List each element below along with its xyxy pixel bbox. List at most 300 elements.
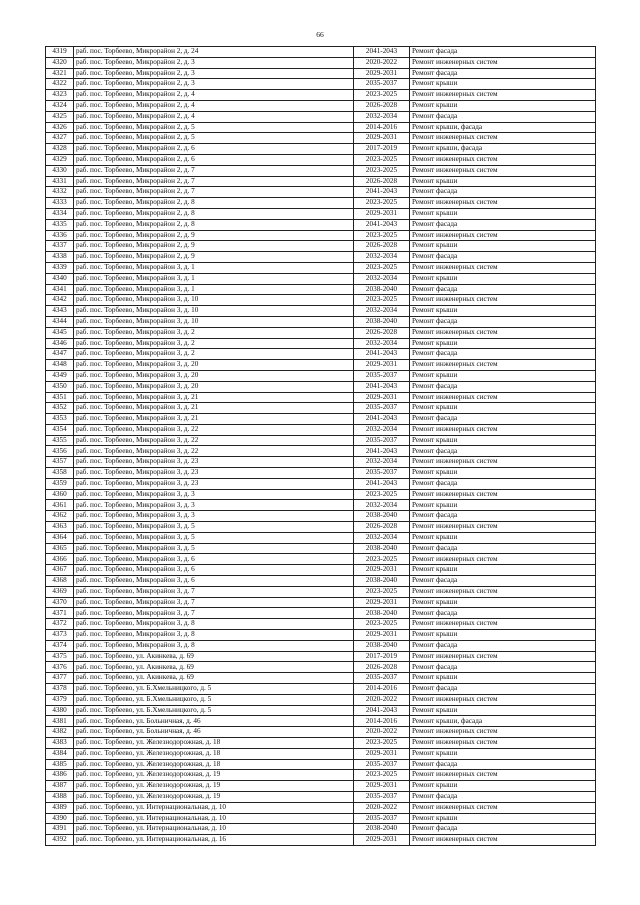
- row-number: 4362: [46, 511, 74, 522]
- work-type-cell: Ремонт крыши: [410, 597, 596, 608]
- table-row: [46, 630, 596, 641]
- work-type-cell: Ремонт крыши: [410, 500, 596, 511]
- address-cell: раб. пос. Торбеево, Микрорайон 2, д. 8: [74, 208, 354, 219]
- work-type-cell: Ремонт инженерных систем: [410, 651, 596, 662]
- address-cell: раб. пос. Торбеево, Микрорайон 3, д. 3: [74, 511, 354, 522]
- table-row: [46, 349, 596, 360]
- address-cell: раб. пос. Торбеево, ул. Акинкева, д. 69: [74, 651, 354, 662]
- table-row: [46, 716, 596, 727]
- table-row: [46, 748, 596, 759]
- row-number: 4373: [46, 630, 74, 641]
- period-cell: 2041-2043: [354, 349, 410, 360]
- table-row: [46, 511, 596, 522]
- period-cell: 2032-2034: [354, 457, 410, 468]
- address-cell: раб. пос. Торбеево, Микрорайон 3, д. 2: [74, 349, 354, 360]
- work-type-cell: Ремонт фасада: [410, 791, 596, 802]
- work-type-cell: Ремонт инженерных систем: [410, 694, 596, 705]
- period-cell: 2038-2040: [354, 576, 410, 587]
- address-cell: раб. пос. Торбеево, ул. Железнодорожная, д. 19: [74, 791, 354, 802]
- row-number: 4352: [46, 403, 74, 414]
- work-type-cell: Ремонт инженерных систем: [410, 457, 596, 468]
- row-number: 4340: [46, 273, 74, 284]
- table-row: [46, 306, 596, 317]
- period-cell: 2023-2025: [354, 230, 410, 241]
- table-row: [46, 403, 596, 414]
- row-number: 4322: [46, 79, 74, 90]
- table-row: [46, 738, 596, 749]
- period-cell: 2029-2031: [354, 208, 410, 219]
- table-row: [46, 165, 596, 176]
- address-cell: раб. пос. Торбеево, Микрорайон 3, д. 10: [74, 306, 354, 317]
- period-cell: 2035-2037: [354, 435, 410, 446]
- row-number: 4374: [46, 640, 74, 651]
- work-type-cell: Ремонт фасада: [410, 68, 596, 79]
- address-cell: раб. пос. Торбеево, Микрорайон 2, д. 5: [74, 122, 354, 133]
- period-cell: 2029-2031: [354, 565, 410, 576]
- period-cell: 2026-2028: [354, 522, 410, 533]
- table-row: [46, 824, 596, 835]
- period-cell: 2023-2025: [354, 619, 410, 630]
- work-type-cell: Ремонт крыши: [410, 748, 596, 759]
- table-row: [46, 586, 596, 597]
- table-row: [46, 619, 596, 630]
- period-cell: 2029-2031: [354, 392, 410, 403]
- row-number: 4336: [46, 230, 74, 241]
- address-cell: раб. пос. Торбеево, Микрорайон 3, д. 1: [74, 273, 354, 284]
- row-number: 4364: [46, 532, 74, 543]
- work-type-cell: Ремонт инженерных систем: [410, 738, 596, 749]
- work-type-cell: Ремонт фасада: [410, 219, 596, 230]
- table-row: [46, 565, 596, 576]
- period-cell: 2041-2043: [354, 219, 410, 230]
- table-row: [46, 694, 596, 705]
- work-type-cell: Ремонт инженерных систем: [410, 154, 596, 165]
- row-number: 4360: [46, 489, 74, 500]
- address-cell: раб. пос. Торбеево, Микрорайон 3, д. 21: [74, 403, 354, 414]
- address-cell: раб. пос. Торбеево, Микрорайон 2, д. 3: [74, 68, 354, 79]
- row-number: 4388: [46, 791, 74, 802]
- row-number: 4325: [46, 111, 74, 122]
- work-type-cell: Ремонт инженерных систем: [410, 392, 596, 403]
- work-type-cell: Ремонт крыши: [410, 468, 596, 479]
- row-number: 4332: [46, 187, 74, 198]
- period-cell: 2038-2040: [354, 316, 410, 327]
- table-row: [46, 284, 596, 295]
- period-cell: 2029-2031: [354, 68, 410, 79]
- period-cell: 2029-2031: [354, 630, 410, 641]
- address-cell: раб. пос. Торбеево, ул. Больничная, д. 46: [74, 727, 354, 738]
- period-cell: 2041-2043: [354, 478, 410, 489]
- work-type-cell: Ремонт фасада: [410, 349, 596, 360]
- table-row: [46, 651, 596, 662]
- table-row: [46, 316, 596, 327]
- table-row: [46, 187, 596, 198]
- table-row: [46, 144, 596, 155]
- period-cell: 2023-2025: [354, 770, 410, 781]
- row-number: 4348: [46, 360, 74, 371]
- table-row: [46, 662, 596, 673]
- period-cell: 2035-2037: [354, 791, 410, 802]
- table-row: [46, 176, 596, 187]
- work-type-cell: Ремонт крыши: [410, 370, 596, 381]
- row-number: 4326: [46, 122, 74, 133]
- address-cell: раб. пос. Торбеево, Микрорайон 2, д. 9: [74, 230, 354, 241]
- row-number: 4344: [46, 316, 74, 327]
- work-type-cell: Ремонт крыши: [410, 673, 596, 684]
- row-number: 4367: [46, 565, 74, 576]
- period-cell: 2023-2025: [354, 198, 410, 209]
- table-row: [46, 640, 596, 651]
- address-cell: раб. пос. Торбеево, Микрорайон 2, д. 9: [74, 252, 354, 263]
- row-number: 4391: [46, 824, 74, 835]
- row-number: 4333: [46, 198, 74, 209]
- table-row: [46, 295, 596, 306]
- period-cell: 2032-2034: [354, 306, 410, 317]
- table-row: [46, 252, 596, 263]
- work-type-cell: Ремонт крыши: [410, 565, 596, 576]
- address-cell: раб. пос. Торбеево, Микрорайон 3, д. 8: [74, 640, 354, 651]
- address-cell: раб. пос. Торбеево, Микрорайон 3, д. 22: [74, 424, 354, 435]
- address-cell: раб. пос. Торбеево, Микрорайон 3, д. 20: [74, 370, 354, 381]
- address-cell: раб. пос. Торбеево, Микрорайон 3, д. 5: [74, 522, 354, 533]
- work-type-cell: Ремонт крыши, фасада: [410, 122, 596, 133]
- row-number: 4342: [46, 295, 74, 306]
- address-cell: раб. пос. Торбеево, Микрорайон 3, д. 7: [74, 597, 354, 608]
- table-row: [46, 597, 596, 608]
- table-row: [46, 424, 596, 435]
- address-cell: раб. пос. Торбеево, Микрорайон 3, д. 22: [74, 446, 354, 457]
- work-type-cell: Ремонт инженерных систем: [410, 424, 596, 435]
- address-cell: раб. пос. Торбеево, ул. Акинкева, д. 69: [74, 673, 354, 684]
- row-number: 4349: [46, 370, 74, 381]
- period-cell: 2029-2031: [354, 835, 410, 846]
- work-type-cell: Ремонт фасада: [410, 381, 596, 392]
- period-cell: 2026-2028: [354, 176, 410, 187]
- table-row: [46, 759, 596, 770]
- table-row: [46, 47, 596, 58]
- table-row: [46, 273, 596, 284]
- table-row: [46, 230, 596, 241]
- address-cell: раб. пос. Торбеево, Микрорайон 3, д. 8: [74, 630, 354, 641]
- address-cell: раб. пос. Торбеево, Микрорайон 3, д. 7: [74, 608, 354, 619]
- row-number: 4341: [46, 284, 74, 295]
- table-row: [46, 90, 596, 101]
- work-type-cell: Ремонт фасада: [410, 446, 596, 457]
- work-type-cell: Ремонт инженерных систем: [410, 360, 596, 371]
- work-type-cell: Ремонт крыши: [410, 176, 596, 187]
- period-cell: 2032-2034: [354, 338, 410, 349]
- period-cell: 2023-2025: [354, 554, 410, 565]
- page-number: 66: [316, 30, 324, 39]
- work-type-cell: Ремонт инженерных систем: [410, 489, 596, 500]
- period-cell: 2041-2043: [354, 187, 410, 198]
- work-type-cell: Ремонт фасада: [410, 640, 596, 651]
- period-cell: 2023-2025: [354, 165, 410, 176]
- table-row: [46, 576, 596, 587]
- address-cell: раб. пос. Торбеево, Микрорайон 2, д. 9: [74, 241, 354, 252]
- period-cell: 2026-2028: [354, 327, 410, 338]
- table-row: [46, 435, 596, 446]
- period-cell: 2032-2034: [354, 252, 410, 263]
- address-cell: раб. пос. Торбеево, Микрорайон 2, д. 4: [74, 111, 354, 122]
- row-number: 4328: [46, 144, 74, 155]
- row-number: 4380: [46, 705, 74, 716]
- row-number: 4357: [46, 457, 74, 468]
- address-cell: раб. пос. Торбеево, ул. Интернациональная, д. 10: [74, 824, 354, 835]
- period-cell: 2035-2037: [354, 79, 410, 90]
- address-cell: раб. пос. Торбеево, Микрорайон 3, д. 21: [74, 414, 354, 425]
- row-number: 4384: [46, 748, 74, 759]
- row-number: 4337: [46, 241, 74, 252]
- work-type-cell: Ремонт крыши, фасада: [410, 144, 596, 155]
- work-type-cell: Ремонт инженерных систем: [410, 165, 596, 176]
- row-number: 4378: [46, 684, 74, 695]
- row-number: 4321: [46, 68, 74, 79]
- row-number: 4369: [46, 586, 74, 597]
- period-cell: 2029-2031: [354, 597, 410, 608]
- row-number: 4370: [46, 597, 74, 608]
- work-type-cell: Ремонт фасада: [410, 608, 596, 619]
- work-type-cell: Ремонт крыши: [410, 435, 596, 446]
- row-number: 4359: [46, 478, 74, 489]
- work-type-cell: Ремонт инженерных систем: [410, 230, 596, 241]
- table-row: [46, 781, 596, 792]
- work-type-cell: Ремонт крыши: [410, 403, 596, 414]
- row-number: 4379: [46, 694, 74, 705]
- address-cell: раб. пос. Торбеево, ул. Железнодорожная, д. 18: [74, 759, 354, 770]
- address-cell: раб. пос. Торбеево, Микрорайон 3, д. 20: [74, 381, 354, 392]
- work-type-cell: Ремонт инженерных систем: [410, 522, 596, 533]
- address-cell: раб. пос. Торбеево, Микрорайон 3, д. 6: [74, 554, 354, 565]
- table-row: [46, 241, 596, 252]
- work-type-cell: Ремонт крыши: [410, 813, 596, 824]
- row-number: 4375: [46, 651, 74, 662]
- row-number: 4324: [46, 100, 74, 111]
- work-type-cell: Ремонт фасада: [410, 684, 596, 695]
- table-row: [46, 198, 596, 209]
- row-number: 4331: [46, 176, 74, 187]
- work-type-cell: Ремонт крыши: [410, 79, 596, 90]
- row-number: 4361: [46, 500, 74, 511]
- period-cell: 2014-2016: [354, 684, 410, 695]
- row-number: 4358: [46, 468, 74, 479]
- row-number: 4389: [46, 802, 74, 813]
- row-number: 4381: [46, 716, 74, 727]
- period-cell: 2032-2034: [354, 500, 410, 511]
- work-type-cell: Ремонт крыши: [410, 100, 596, 111]
- table-row: [46, 457, 596, 468]
- table-row: [46, 554, 596, 565]
- table-row: [46, 392, 596, 403]
- address-cell: раб. пос. Торбеево, Микрорайон 3, д. 22: [74, 435, 354, 446]
- period-cell: 2023-2025: [354, 586, 410, 597]
- table-row: [46, 727, 596, 738]
- work-type-cell: Ремонт крыши: [410, 306, 596, 317]
- period-cell: 2041-2043: [354, 381, 410, 392]
- work-type-cell: Ремонт фасада: [410, 111, 596, 122]
- period-cell: 2026-2028: [354, 100, 410, 111]
- table-row: [46, 835, 596, 846]
- table-row: [46, 370, 596, 381]
- address-cell: раб. пос. Торбеево, Микрорайон 2, д. 8: [74, 219, 354, 230]
- period-cell: 2038-2040: [354, 511, 410, 522]
- work-type-cell: Ремонт фасада: [410, 543, 596, 554]
- row-number: 4327: [46, 133, 74, 144]
- row-number: 4355: [46, 435, 74, 446]
- address-cell: раб. пос. Торбеево, Микрорайон 3, д. 10: [74, 316, 354, 327]
- table-row: [46, 813, 596, 824]
- table-row: [46, 478, 596, 489]
- work-type-cell: Ремонт крыши: [410, 241, 596, 252]
- row-number: 4368: [46, 576, 74, 587]
- address-cell: раб. пос. Торбеево, ул. Интернациональная, д. 16: [74, 835, 354, 846]
- work-type-cell: Ремонт фасада: [410, 284, 596, 295]
- period-cell: 2026-2028: [354, 241, 410, 252]
- period-cell: 2014-2016: [354, 122, 410, 133]
- address-cell: раб. пос. Торбеево, ул. Б.Хмельницкого, д. 5: [74, 684, 354, 695]
- address-cell: раб. пос. Торбеево, Микрорайон 3, д. 23: [74, 478, 354, 489]
- row-number: 4346: [46, 338, 74, 349]
- row-number: 4323: [46, 90, 74, 101]
- table-row: [46, 57, 596, 68]
- period-cell: 2029-2031: [354, 781, 410, 792]
- address-cell: раб. пос. Торбеево, Микрорайон 2, д. 6: [74, 144, 354, 155]
- table-row: [46, 208, 596, 219]
- table-row: [46, 154, 596, 165]
- row-number: 4363: [46, 522, 74, 533]
- work-type-cell: Ремонт крыши: [410, 338, 596, 349]
- address-cell: раб. пос. Торбеево, Микрорайон 2, д. 24: [74, 47, 354, 58]
- row-number: 4354: [46, 424, 74, 435]
- period-cell: 2038-2040: [354, 640, 410, 651]
- table-row: [46, 68, 596, 79]
- address-cell: раб. пос. Торбеево, Микрорайон 3, д. 7: [74, 586, 354, 597]
- period-cell: 2023-2025: [354, 738, 410, 749]
- address-cell: раб. пос. Торбеево, Микрорайон 3, д. 3: [74, 489, 354, 500]
- period-cell: 2035-2037: [354, 468, 410, 479]
- address-cell: раб. пос. Торбеево, Микрорайон 3, д. 1: [74, 284, 354, 295]
- work-type-cell: Ремонт инженерных систем: [410, 770, 596, 781]
- row-number: 4385: [46, 759, 74, 770]
- work-type-cell: Ремонт крыши: [410, 532, 596, 543]
- table-row: [46, 684, 596, 695]
- row-number: 4320: [46, 57, 74, 68]
- row-number: 4319: [46, 47, 74, 58]
- work-type-cell: Ремонт инженерных систем: [410, 262, 596, 273]
- period-cell: 2023-2025: [354, 90, 410, 101]
- period-cell: 2020-2022: [354, 694, 410, 705]
- table-row: [46, 122, 596, 133]
- period-cell: 2032-2034: [354, 532, 410, 543]
- address-cell: раб. пос. Торбеево, ул. Акинкева, д. 69: [74, 662, 354, 673]
- table-row: [46, 327, 596, 338]
- address-cell: раб. пос. Торбеево, Микрорайон 3, д. 8: [74, 619, 354, 630]
- row-number: 4335: [46, 219, 74, 230]
- period-cell: 2041-2043: [354, 705, 410, 716]
- table-row: [46, 219, 596, 230]
- period-cell: 2026-2028: [354, 662, 410, 673]
- address-cell: раб. пос. Торбеево, Микрорайон 3, д. 23: [74, 468, 354, 479]
- work-type-cell: Ремонт крыши: [410, 273, 596, 284]
- address-cell: раб. пос. Торбеево, ул. Интернациональная, д. 10: [74, 802, 354, 813]
- repair-schedule-table: [45, 46, 596, 846]
- row-number: 4347: [46, 349, 74, 360]
- table-row: [46, 338, 596, 349]
- address-cell: раб. пос. Торбеево, Микрорайон 2, д. 7: [74, 176, 354, 187]
- address-cell: раб. пос. Торбеево, ул. Железнодорожная, д. 18: [74, 738, 354, 749]
- table-row: [46, 705, 596, 716]
- row-number: 4372: [46, 619, 74, 630]
- row-number: 4376: [46, 662, 74, 673]
- period-cell: 2038-2040: [354, 824, 410, 835]
- period-cell: 2035-2037: [354, 370, 410, 381]
- address-cell: раб. пос. Торбеево, Микрорайон 2, д. 4: [74, 100, 354, 111]
- row-number: 4392: [46, 835, 74, 846]
- work-type-cell: Ремонт фасада: [410, 759, 596, 770]
- period-cell: 2017-2019: [354, 144, 410, 155]
- table-row: [46, 79, 596, 90]
- table-row: [46, 360, 596, 371]
- period-cell: 2023-2025: [354, 262, 410, 273]
- work-type-cell: Ремонт инженерных систем: [410, 57, 596, 68]
- period-cell: 2035-2037: [354, 673, 410, 684]
- work-type-cell: Ремонт инженерных систем: [410, 327, 596, 338]
- period-cell: 2023-2025: [354, 154, 410, 165]
- address-cell: раб. пос. Торбеево, Микрорайон 3, д. 1: [74, 262, 354, 273]
- address-cell: раб. пос. Торбеево, Микрорайон 3, д. 5: [74, 543, 354, 554]
- row-number: 4343: [46, 306, 74, 317]
- table-row: [46, 489, 596, 500]
- period-cell: 2038-2040: [354, 543, 410, 554]
- row-number: 4387: [46, 781, 74, 792]
- row-number: 4390: [46, 813, 74, 824]
- row-number: 4356: [46, 446, 74, 457]
- period-cell: 2020-2022: [354, 57, 410, 68]
- table-row: [46, 673, 596, 684]
- address-cell: раб. пос. Торбеево, Микрорайон 3, д. 5: [74, 532, 354, 543]
- row-number: 4366: [46, 554, 74, 565]
- work-type-cell: Ремонт крыши: [410, 630, 596, 641]
- work-type-cell: Ремонт фасада: [410, 252, 596, 263]
- table-row: [46, 414, 596, 425]
- table-row: [46, 446, 596, 457]
- row-number: 4353: [46, 414, 74, 425]
- table-row: [46, 133, 596, 144]
- work-type-cell: Ремонт инженерных систем: [410, 619, 596, 630]
- address-cell: раб. пос. Торбеево, Микрорайон 2, д. 4: [74, 90, 354, 101]
- row-number: 4371: [46, 608, 74, 619]
- period-cell: 2041-2043: [354, 446, 410, 457]
- work-type-cell: Ремонт инженерных систем: [410, 295, 596, 306]
- row-number: 4383: [46, 738, 74, 749]
- work-type-cell: Ремонт инженерных систем: [410, 90, 596, 101]
- period-cell: 2035-2037: [354, 759, 410, 770]
- address-cell: раб. пос. Торбеево, Микрорайон 2, д. 5: [74, 133, 354, 144]
- period-cell: 2023-2025: [354, 295, 410, 306]
- period-cell: 2020-2022: [354, 802, 410, 813]
- period-cell: 2029-2031: [354, 133, 410, 144]
- address-cell: раб. пос. Торбеево, Микрорайон 3, д. 20: [74, 360, 354, 371]
- work-type-cell: Ремонт крыши: [410, 781, 596, 792]
- address-cell: раб. пос. Торбеево, Микрорайон 3, д. 23: [74, 457, 354, 468]
- address-cell: раб. пос. Торбеево, Микрорайон 3, д. 3: [74, 500, 354, 511]
- row-number: 4350: [46, 381, 74, 392]
- address-cell: раб. пос. Торбеево, Микрорайон 2, д. 3: [74, 79, 354, 90]
- address-cell: раб. пос. Торбеево, ул. Б.Хмельницкого, д. 5: [74, 705, 354, 716]
- work-type-cell: Ремонт крыши: [410, 208, 596, 219]
- work-type-cell: Ремонт фасада: [410, 187, 596, 198]
- address-cell: раб. пос. Торбеево, Микрорайон 2, д. 7: [74, 165, 354, 176]
